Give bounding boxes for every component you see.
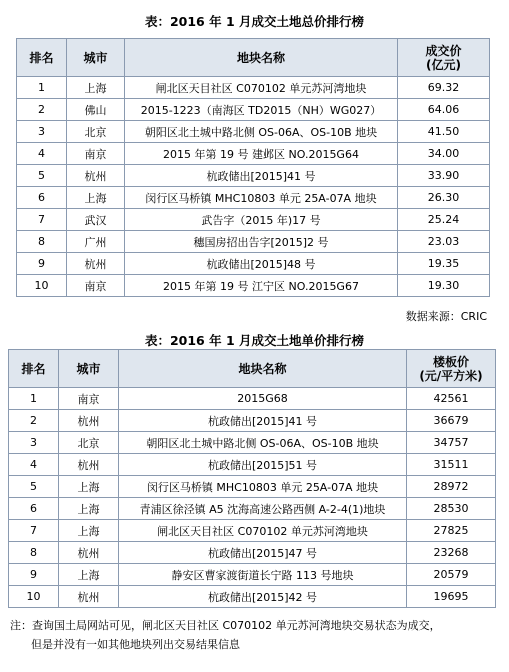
table-row bbox=[17, 121, 490, 143]
table-row bbox=[9, 498, 496, 520]
cell-land-name: 杭政储出[2015]47 号 bbox=[119, 542, 407, 564]
cell-land-name: 朝阳区北土城中路北侧 OS-06A、OS-10B 地块 bbox=[125, 121, 398, 143]
cell-land-name: 2015 年第 19 号 江宁区 NO.2015G67 bbox=[125, 275, 398, 297]
cell-rank: 8 bbox=[17, 231, 67, 253]
cell-rank: 4 bbox=[9, 454, 59, 476]
cell-city: 上海 bbox=[59, 498, 119, 520]
cell-rank: 2 bbox=[9, 410, 59, 432]
table-row bbox=[17, 231, 490, 253]
cell-rank: 7 bbox=[9, 520, 59, 542]
cell-rank: 8 bbox=[9, 542, 59, 564]
cell-land-name: 杭政储出[2015]41 号 bbox=[119, 410, 407, 432]
cell-city: 杭州 bbox=[67, 253, 125, 275]
table-row bbox=[9, 520, 496, 542]
cell-price: 25.24 bbox=[398, 209, 490, 231]
cell-city: 杭州 bbox=[59, 454, 119, 476]
cell-city: 南京 bbox=[67, 143, 125, 165]
header-city: 城市 bbox=[59, 350, 119, 388]
header-land-name: 地块名称 bbox=[125, 39, 398, 77]
table-row bbox=[9, 410, 496, 432]
cell-city: 上海 bbox=[59, 520, 119, 542]
cell-city: 南京 bbox=[67, 275, 125, 297]
cell-price: 20579 bbox=[407, 564, 496, 586]
table1-title: 表：2016 年 1 月成交土地总价排行榜 bbox=[144, 14, 365, 29]
cell-rank: 10 bbox=[17, 275, 67, 297]
cell-land-name: 静安区曹家渡街道长宁路 113 号地块 bbox=[119, 564, 407, 586]
cell-price: 23.03 bbox=[398, 231, 490, 253]
cell-rank: 3 bbox=[9, 432, 59, 454]
table-row bbox=[17, 143, 490, 165]
cell-land-name: 闵行区马桥镇 MHC10803 单元 25A-07A 地块 bbox=[119, 476, 407, 498]
cell-rank: 2 bbox=[17, 99, 67, 121]
cell-city: 佛山 bbox=[67, 99, 125, 121]
cell-price: 23268 bbox=[407, 542, 496, 564]
table-row bbox=[17, 165, 490, 187]
table2-title: 表：2016 年 1 月成交土地单价排行榜 bbox=[144, 333, 365, 348]
cell-land-name: 闸北区天目社区 C070102 单元苏河湾地块 bbox=[125, 77, 398, 99]
cell-city: 上海 bbox=[67, 187, 125, 209]
cell-city: 上海 bbox=[67, 77, 125, 99]
header-land-name: 地块名称 bbox=[119, 350, 407, 388]
cell-city: 北京 bbox=[59, 432, 119, 454]
cell-land-name: 青浦区徐泾镇 A5 沈海高速公路西侧 A-2-4(1)地块 bbox=[119, 498, 407, 520]
table-row bbox=[9, 564, 496, 586]
cell-land-name: 穗国房招出告字[2015]2 号 bbox=[125, 231, 398, 253]
cell-land-name: 杭政储出[2015]42 号 bbox=[119, 586, 407, 608]
cell-city: 武汉 bbox=[67, 209, 125, 231]
cell-rank: 7 bbox=[17, 209, 67, 231]
cell-land-name: 闵行区马桥镇 MHC10803 单元 25A-07A 地块 bbox=[125, 187, 398, 209]
cell-price: 34.00 bbox=[398, 143, 490, 165]
cell-city: 上海 bbox=[59, 476, 119, 498]
table-row bbox=[17, 187, 490, 209]
footnote-line-2: 但是并没有一如其他地块列出交易结果信息 bbox=[31, 638, 240, 651]
cell-price: 33.90 bbox=[398, 165, 490, 187]
cell-land-name: 2015G68 bbox=[119, 388, 407, 410]
cell-price: 28972 bbox=[407, 476, 496, 498]
table-row bbox=[9, 388, 496, 410]
cell-rank: 3 bbox=[17, 121, 67, 143]
cell-price: 64.06 bbox=[398, 99, 490, 121]
cell-price: 34757 bbox=[407, 432, 496, 454]
cell-price: 19.35 bbox=[398, 253, 490, 275]
cell-rank: 6 bbox=[17, 187, 67, 209]
cell-land-name: 杭政储出[2015]41 号 bbox=[125, 165, 398, 187]
cell-land-name: 武告字（2015 年)17 号 bbox=[125, 209, 398, 231]
price-ranking-table bbox=[16, 38, 490, 297]
cell-land-name: 闸北区天目社区 C070102 单元苏河湾地块 bbox=[119, 520, 407, 542]
cell-land-name: 2015 年第 19 号 建邺区 NO.2015G64 bbox=[125, 143, 398, 165]
table-row bbox=[17, 209, 490, 231]
table-row bbox=[9, 586, 496, 608]
cell-city: 广州 bbox=[67, 231, 125, 253]
cell-land-name: 杭政储出[2015]51 号 bbox=[119, 454, 407, 476]
table-row bbox=[9, 432, 496, 454]
cell-rank: 9 bbox=[17, 253, 67, 275]
cell-price: 19695 bbox=[407, 586, 496, 608]
cell-rank: 6 bbox=[9, 498, 59, 520]
header-rank: 排名 bbox=[17, 39, 67, 77]
cell-city: 上海 bbox=[59, 564, 119, 586]
cell-rank: 1 bbox=[17, 77, 67, 99]
cell-city: 北京 bbox=[67, 121, 125, 143]
cell-price: 69.32 bbox=[398, 77, 490, 99]
header-floor-price: 楼板价 (元/平方米) bbox=[407, 350, 496, 388]
cell-price: 28530 bbox=[407, 498, 496, 520]
cell-price: 41.50 bbox=[398, 121, 490, 143]
footnote bbox=[10, 616, 441, 654]
cell-rank: 1 bbox=[9, 388, 59, 410]
table-row bbox=[17, 77, 490, 99]
table-row bbox=[17, 99, 490, 121]
header-price: 成交价 (亿元) bbox=[398, 39, 490, 77]
cell-price: 42561 bbox=[407, 388, 496, 410]
table-row bbox=[17, 275, 490, 297]
cell-price: 36679 bbox=[407, 410, 496, 432]
cell-rank: 5 bbox=[9, 476, 59, 498]
table-row bbox=[9, 542, 496, 564]
table-row bbox=[17, 253, 490, 275]
cell-rank: 4 bbox=[17, 143, 67, 165]
header-rank: 排名 bbox=[9, 350, 59, 388]
cell-rank: 10 bbox=[9, 586, 59, 608]
cell-land-name: 2015-1223（南海区 TD2015（NH）WG027） bbox=[125, 99, 398, 121]
cell-rank: 9 bbox=[9, 564, 59, 586]
cell-city: 南京 bbox=[59, 388, 119, 410]
header-city: 城市 bbox=[67, 39, 125, 77]
cell-city: 杭州 bbox=[67, 165, 125, 187]
data-source-note: 数据来源：CRIC bbox=[405, 310, 487, 323]
cell-price: 31511 bbox=[407, 454, 496, 476]
cell-price: 26.30 bbox=[398, 187, 490, 209]
table-row bbox=[9, 454, 496, 476]
table-row bbox=[9, 476, 496, 498]
cell-price: 27825 bbox=[407, 520, 496, 542]
cell-city: 杭州 bbox=[59, 586, 119, 608]
cell-city: 杭州 bbox=[59, 410, 119, 432]
footnote-line-1: 注：查询国土局网站可见，闸北区天目社区 C070102 单元苏河湾地块交易状态为成交， bbox=[10, 619, 441, 632]
cell-land-name: 杭政储出[2015]48 号 bbox=[125, 253, 398, 275]
cell-price: 19.30 bbox=[398, 275, 490, 297]
unit-price-ranking-table bbox=[8, 349, 496, 608]
cell-rank: 5 bbox=[17, 165, 67, 187]
cell-land-name: 朝阳区北土城中路北侧 OS-06A、OS-10B 地块 bbox=[119, 432, 407, 454]
cell-city: 杭州 bbox=[59, 542, 119, 564]
